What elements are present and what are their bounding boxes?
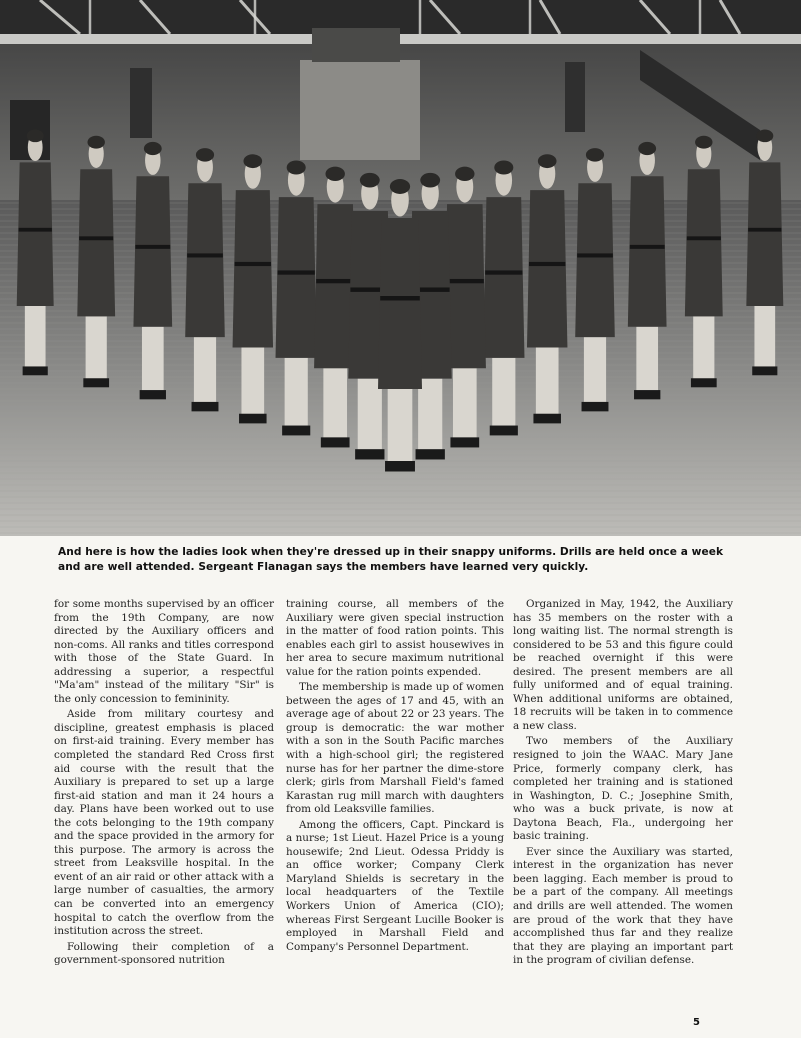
text-column-3 (513, 598, 733, 970)
paragraph: Among the officers, Capt. Pinckard is a nurse; 1st Lieut. Hazel Price is a young housewife; 2nd Lieut. Odessa Priddy is an office worker; Company Clerk Maryland Shields is secretary in the local headquarters of the Textile Workers Union of America (CIO); whereas First Sergeant Lucille Booker is employed in Marshall Field and Company's Personnel Department. (286, 818, 504, 953)
paragraph: Aside from military courtesy and discipline, greatest emphasis is placed on first-aid training. Every member has completed the standard Red Cross first aid course with the result that the Auxiliary is prepared to set up a large first-aid station and man it 24 hours a day. Plans have been worked out to use the cots belonging to the 19th company and the space provided in the armory for this purpose. The armory is across the street from Leaksville hospital. In the event of an air raid or other attack with a large number of casualties, the armory can be converted into an emergency hospital to catch the overflow from the institution across the street. (54, 708, 274, 938)
paragraph: for some months supervised by an officer from the 19th Company, are now directed by the Auxiliary officers and non-coms. All ranks and titles correspond with those of the State Guard. In addressing a superior, a respectful "Ma'am" instead of the military "Sir" is the only concession to femininity. (54, 598, 274, 705)
photo-caption: And here is how the ladies look when they're dressed up in their snappy uniforms. Drills are held once a week and are well attended. Sergeant Flanagan says the members have learned very quickly. (58, 546, 724, 573)
paragraph: training course, all members of the Auxiliary were given special instruction in the matter of food ration points. This enables each girl to assist housewives in her area to secure maximum nutritional value for the ration points expended. (286, 598, 504, 678)
paragraph: Following their completion of a government-sponsored nutrition (54, 940, 274, 967)
paragraph: Ever since the Auxiliary was started, interest in the organization has never been lagging. Each member is proud to be a part of the company. All meetings and drills are well attended. The women are proud of the work that they have accomplished thus far and they realize that they are playing an important part in the program of civilian defense. (513, 845, 733, 967)
page-number: 5 (693, 1017, 700, 1028)
paragraph: The membership is made up of women between the ages of 17 and 45, with an average age of about 22 or 23 years. The group is democratic: the war mother with a son in the South Pacific marches with a high-school girl; the registered nurse has for her partner the dime-store clerk; girls from Marshall Field's famed Karastan rug mill march with daughters from old Leaksville families. (286, 681, 504, 816)
paragraph: Two members of the Auxiliary resigned to join the WAAC. Mary Jane Price, formerly company clerk, has completed her training and is stationed in Washington, D. C.; Josephine Smith, who was a buck private, is now at Daytona Beach, Fla., undergoing her basic training. (513, 735, 733, 843)
text-column-1 (54, 598, 274, 970)
paragraph: Organized in May, 1942, the Auxiliary has 35 members on the roster with a long waiting list. The normal strength is considered to be 53 and this figure could be reached overnight if this were desired. The present members are all fully uniformed and of equal training. When additional uniforms are obtained, 18 recruits will be taken in to commence a new class. (513, 598, 733, 732)
text-column-2 (286, 598, 504, 956)
